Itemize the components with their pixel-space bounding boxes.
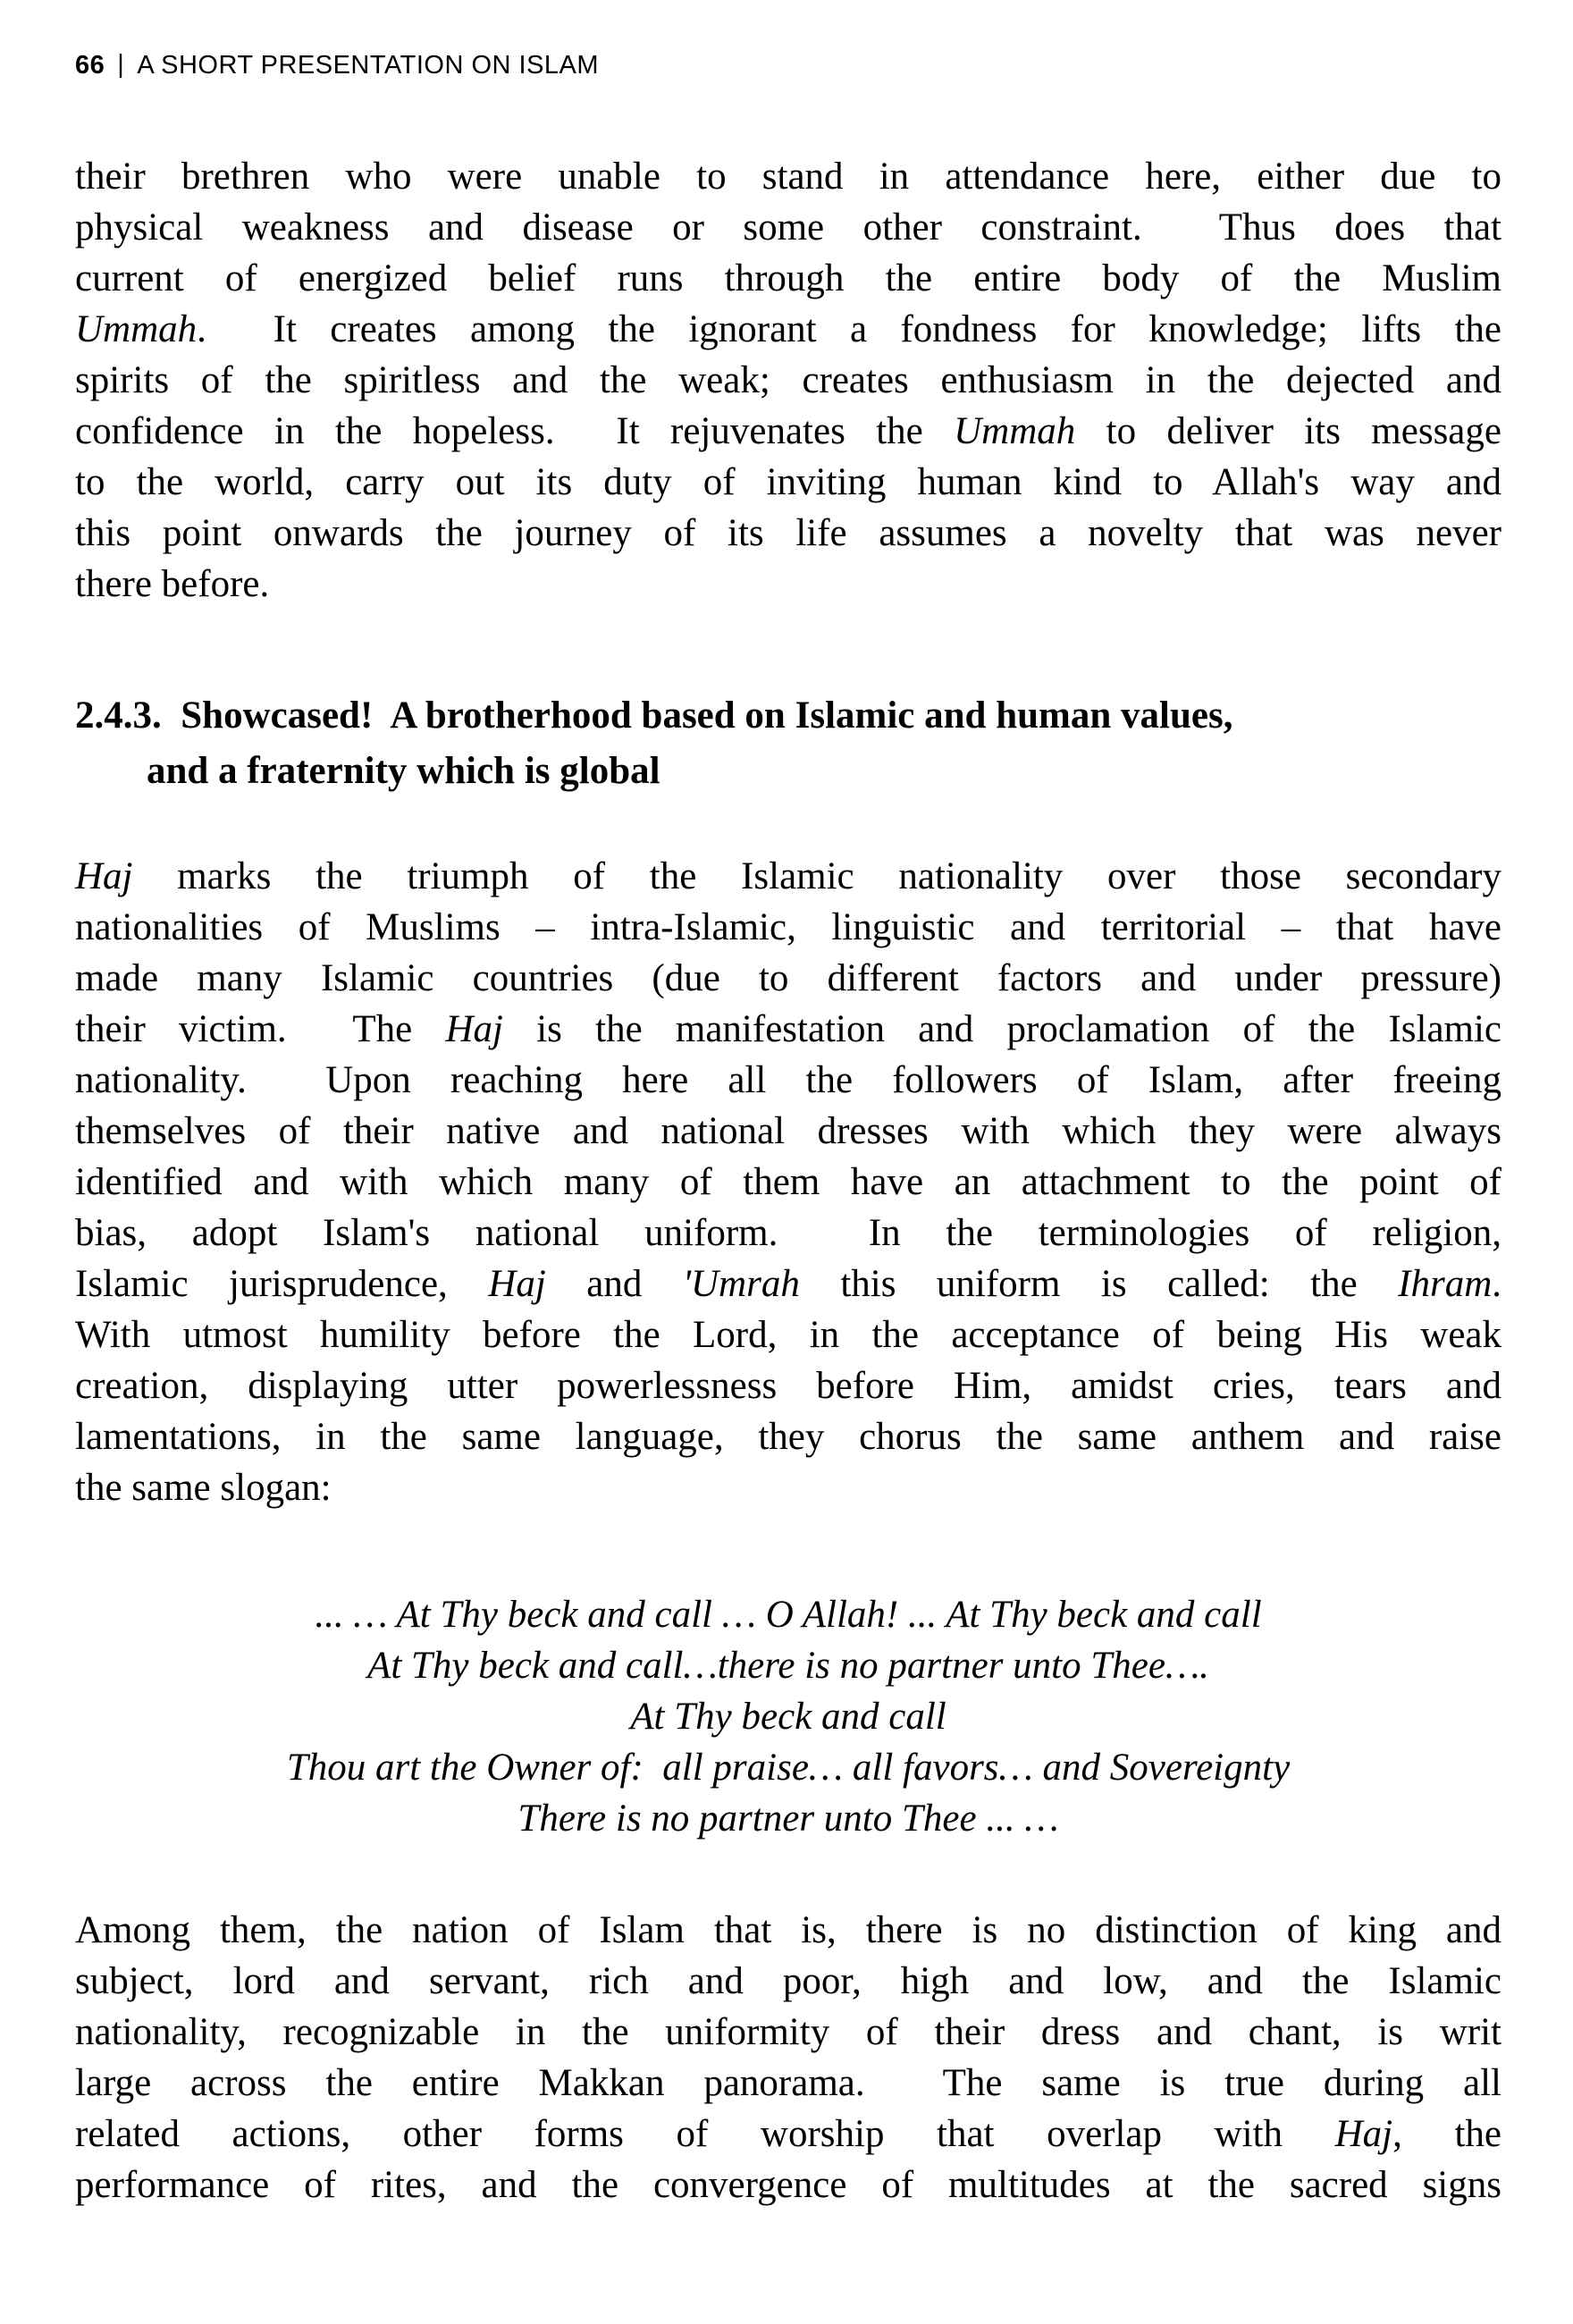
text-line [75, 1309, 1502, 1360]
header-separator: | [117, 50, 125, 79]
text-segment: themselves of their native and national dresses with which they were always [75, 1110, 1502, 1152]
text-segment: bias, adopt Islam's national uniform. In the terminologies of religion, [75, 1212, 1502, 1254]
text-line [75, 2058, 1502, 2109]
text-segment: confidence in the hopeless. It rejuvenates the [75, 410, 955, 452]
paragraph-1 [75, 151, 1502, 610]
text-line [75, 202, 1502, 253]
text-segment: . It creates among the ignorant a fondness for knowledge; lifts the [197, 308, 1502, 350]
text-line [75, 559, 1502, 610]
italic-text-segment: Haj [1334, 2113, 1393, 2155]
text-segment: related actions, other forms of worship that overlap with [75, 2113, 1335, 2155]
text-line [75, 1905, 1502, 1956]
text-line [75, 1462, 1502, 1513]
text-line [75, 1259, 1502, 1309]
text-line [75, 355, 1502, 406]
text-line [75, 1360, 1502, 1411]
text-line [75, 851, 1502, 902]
text-segment: large across the entire Makkan panorama. The same is true during all [75, 2062, 1502, 2104]
text-segment: There is no partner unto Thee ... … [517, 1798, 1059, 1840]
text-segment: there before. [75, 563, 270, 605]
text-segment: identified and with which many of them have an attachment to the point of [75, 1161, 1502, 1203]
text-line [75, 1640, 1502, 1691]
text-segment: to deliver its message [1075, 410, 1502, 452]
page-content [75, 151, 1502, 2210]
text-segment: 2.4.3. Showcased! A brotherhood based on Islamic and human values, [75, 695, 1233, 737]
text-segment: nationalities of Muslims – intra-Islamic, linguistic and territorial – that have [75, 906, 1502, 948]
text-segment: and a fraternity which is global [147, 750, 660, 792]
italic-text-segment: 'Umrah [682, 1263, 800, 1305]
running-header [75, 50, 599, 80]
text-line [75, 1742, 1502, 1793]
italic-text-segment: Haj [75, 855, 133, 897]
italic-text-segment: Ihram [1398, 1263, 1493, 1305]
text-segment: and [545, 1263, 683, 1305]
text-segment: lamentations, in the same language, they chorus the same anthem and raise [75, 1416, 1502, 1458]
text-line [75, 1411, 1502, 1462]
page-number: 66 [75, 51, 105, 80]
text-line [75, 2160, 1502, 2210]
text-segment: Among them, the nation of Islam that is, there is no distinction of king and [75, 1909, 1502, 1951]
paragraph-2 [75, 851, 1502, 1513]
text-segment: their victim. The [75, 1008, 446, 1050]
text-line [75, 1691, 1502, 1742]
text-segment: nationality. Upon reaching here all the followers of Islam, after freeing [75, 1059, 1502, 1101]
text-segment: marks the triumph of the Islamic nationality over those secondary [132, 855, 1502, 897]
text-segment: ... … At Thy beck and call … O Allah! ... At Thy beck and call [315, 1594, 1262, 1636]
text-line [75, 1055, 1502, 1106]
text-segment: this uniform is called: the [799, 1263, 1399, 1305]
text-segment: , the [1392, 2113, 1502, 2155]
text-segment: physical weakness and disease or some other constraint. Thus does that [75, 206, 1502, 248]
text-segment: the same slogan: [75, 1467, 332, 1509]
text-segment: With utmost humility before the Lord, in the acceptance of being His weak [75, 1314, 1502, 1356]
text-segment: made many Islamic countries (due to different factors and under pressure) [75, 957, 1502, 999]
text-segment: At Thy beck and call…there is no partner unto Thee…. [367, 1645, 1209, 1687]
text-line [75, 1004, 1502, 1055]
text-line [75, 1793, 1502, 1844]
text-segment: subject, lord and servant, rich and poor, high and low, and the Islamic [75, 1960, 1502, 2002]
text-segment: . [1492, 1263, 1502, 1305]
text-segment: this point onwards the journey of its life assumes a novelty that was never [75, 512, 1502, 554]
text-line [75, 2007, 1502, 2058]
italic-text-segment: Haj [488, 1263, 546, 1305]
text-line [75, 304, 1502, 355]
paragraph-3 [75, 1905, 1502, 2210]
text-segment: their brethren who were unable to stand in attendance here, either due to [75, 156, 1502, 198]
text-line [75, 1106, 1502, 1157]
text-line [75, 2109, 1502, 2160]
italic-text-segment: Ummah [75, 308, 198, 350]
text-line [75, 1157, 1502, 1208]
text-line [75, 688, 1502, 744]
text-segment: creation, displaying utter powerlessness before Him, amidst cries, tears and [75, 1365, 1502, 1407]
text-line [147, 744, 1502, 799]
italic-text-segment: Haj [445, 1008, 503, 1050]
chant-block [75, 1589, 1502, 1844]
text-segment: spirits of the spiritless and the weak; creates enthusiasm in the dejected and [75, 359, 1502, 401]
text-line [75, 253, 1502, 304]
text-line [75, 1208, 1502, 1259]
section-heading [75, 688, 1502, 799]
text-segment: nationality, recognizable in the uniformity of their dress and chant, is writ [75, 2011, 1502, 2053]
text-line [75, 902, 1502, 953]
text-segment: current of energized belief runs through the entire body of the Muslim [75, 257, 1502, 299]
text-line [75, 457, 1502, 508]
text-segment: Islamic jurisprudence, [75, 1263, 489, 1305]
text-segment: to the world, carry out its duty of inviting human kind to Allah's way and [75, 461, 1502, 503]
text-segment: At Thy beck and call [630, 1696, 946, 1738]
text-line [75, 1956, 1502, 2007]
italic-text-segment: Ummah [954, 410, 1076, 452]
text-segment: is the manifestation and proclamation of the Islamic [502, 1008, 1502, 1050]
text-line [75, 508, 1502, 559]
text-line [75, 953, 1502, 1004]
text-line [75, 406, 1502, 457]
text-line [75, 1589, 1502, 1640]
text-line [75, 151, 1502, 202]
text-segment: performance of rites, and the convergence of multitudes at the sacred signs [75, 2164, 1502, 2206]
header-book-title: A SHORT PRESENTATION ON ISLAM [137, 51, 600, 80]
text-segment: Thou art the Owner of: all praise… all favors… and Sovereignty [286, 1747, 1291, 1789]
